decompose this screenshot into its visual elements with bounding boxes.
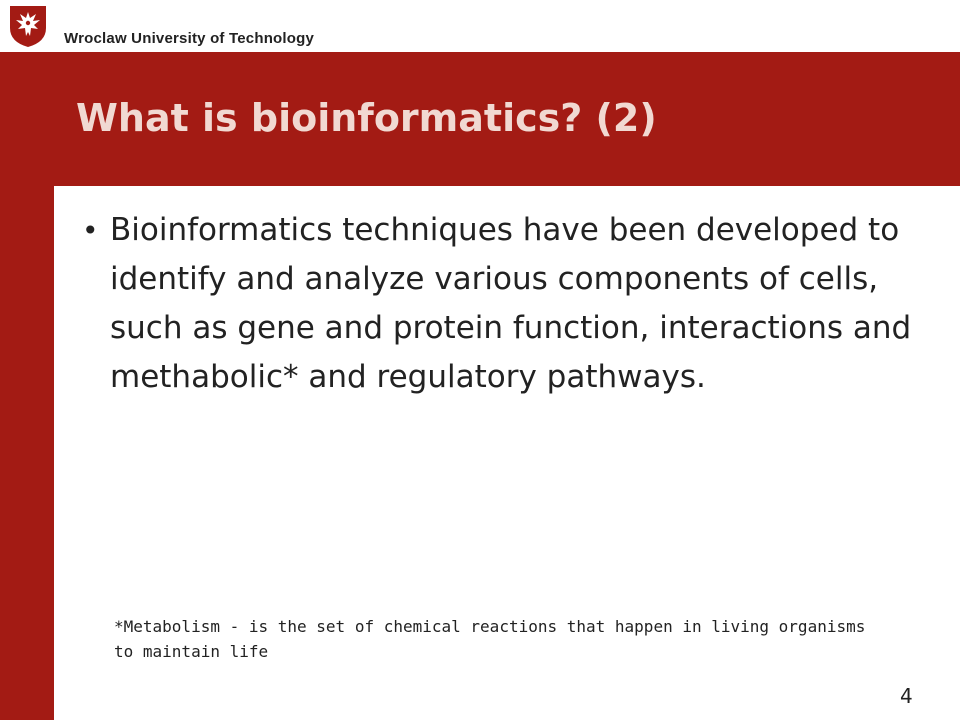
eagle-logo-icon <box>8 4 48 48</box>
slide-content <box>82 206 922 402</box>
bullet-item <box>82 206 922 402</box>
footnote: *Metabolism - is the set of chemical reactions that happen in living organisms to maintain life <box>114 617 866 661</box>
bullet-text: Bioinformatics techniques have been developed to identify and analyze various components of cells, such as gene and protein function, interactions and methabolic* and regulatory pathways. <box>110 212 912 395</box>
bullet-dot-icon: • <box>82 214 99 247</box>
title-bar <box>54 52 960 186</box>
page-number: 4 <box>900 684 913 708</box>
slide-title: What is bioinformatics? (2) <box>76 96 657 140</box>
left-accent-bar <box>0 52 54 720</box>
university-name: Wroclaw University of Technology <box>64 30 315 47</box>
slide-header <box>0 0 960 52</box>
